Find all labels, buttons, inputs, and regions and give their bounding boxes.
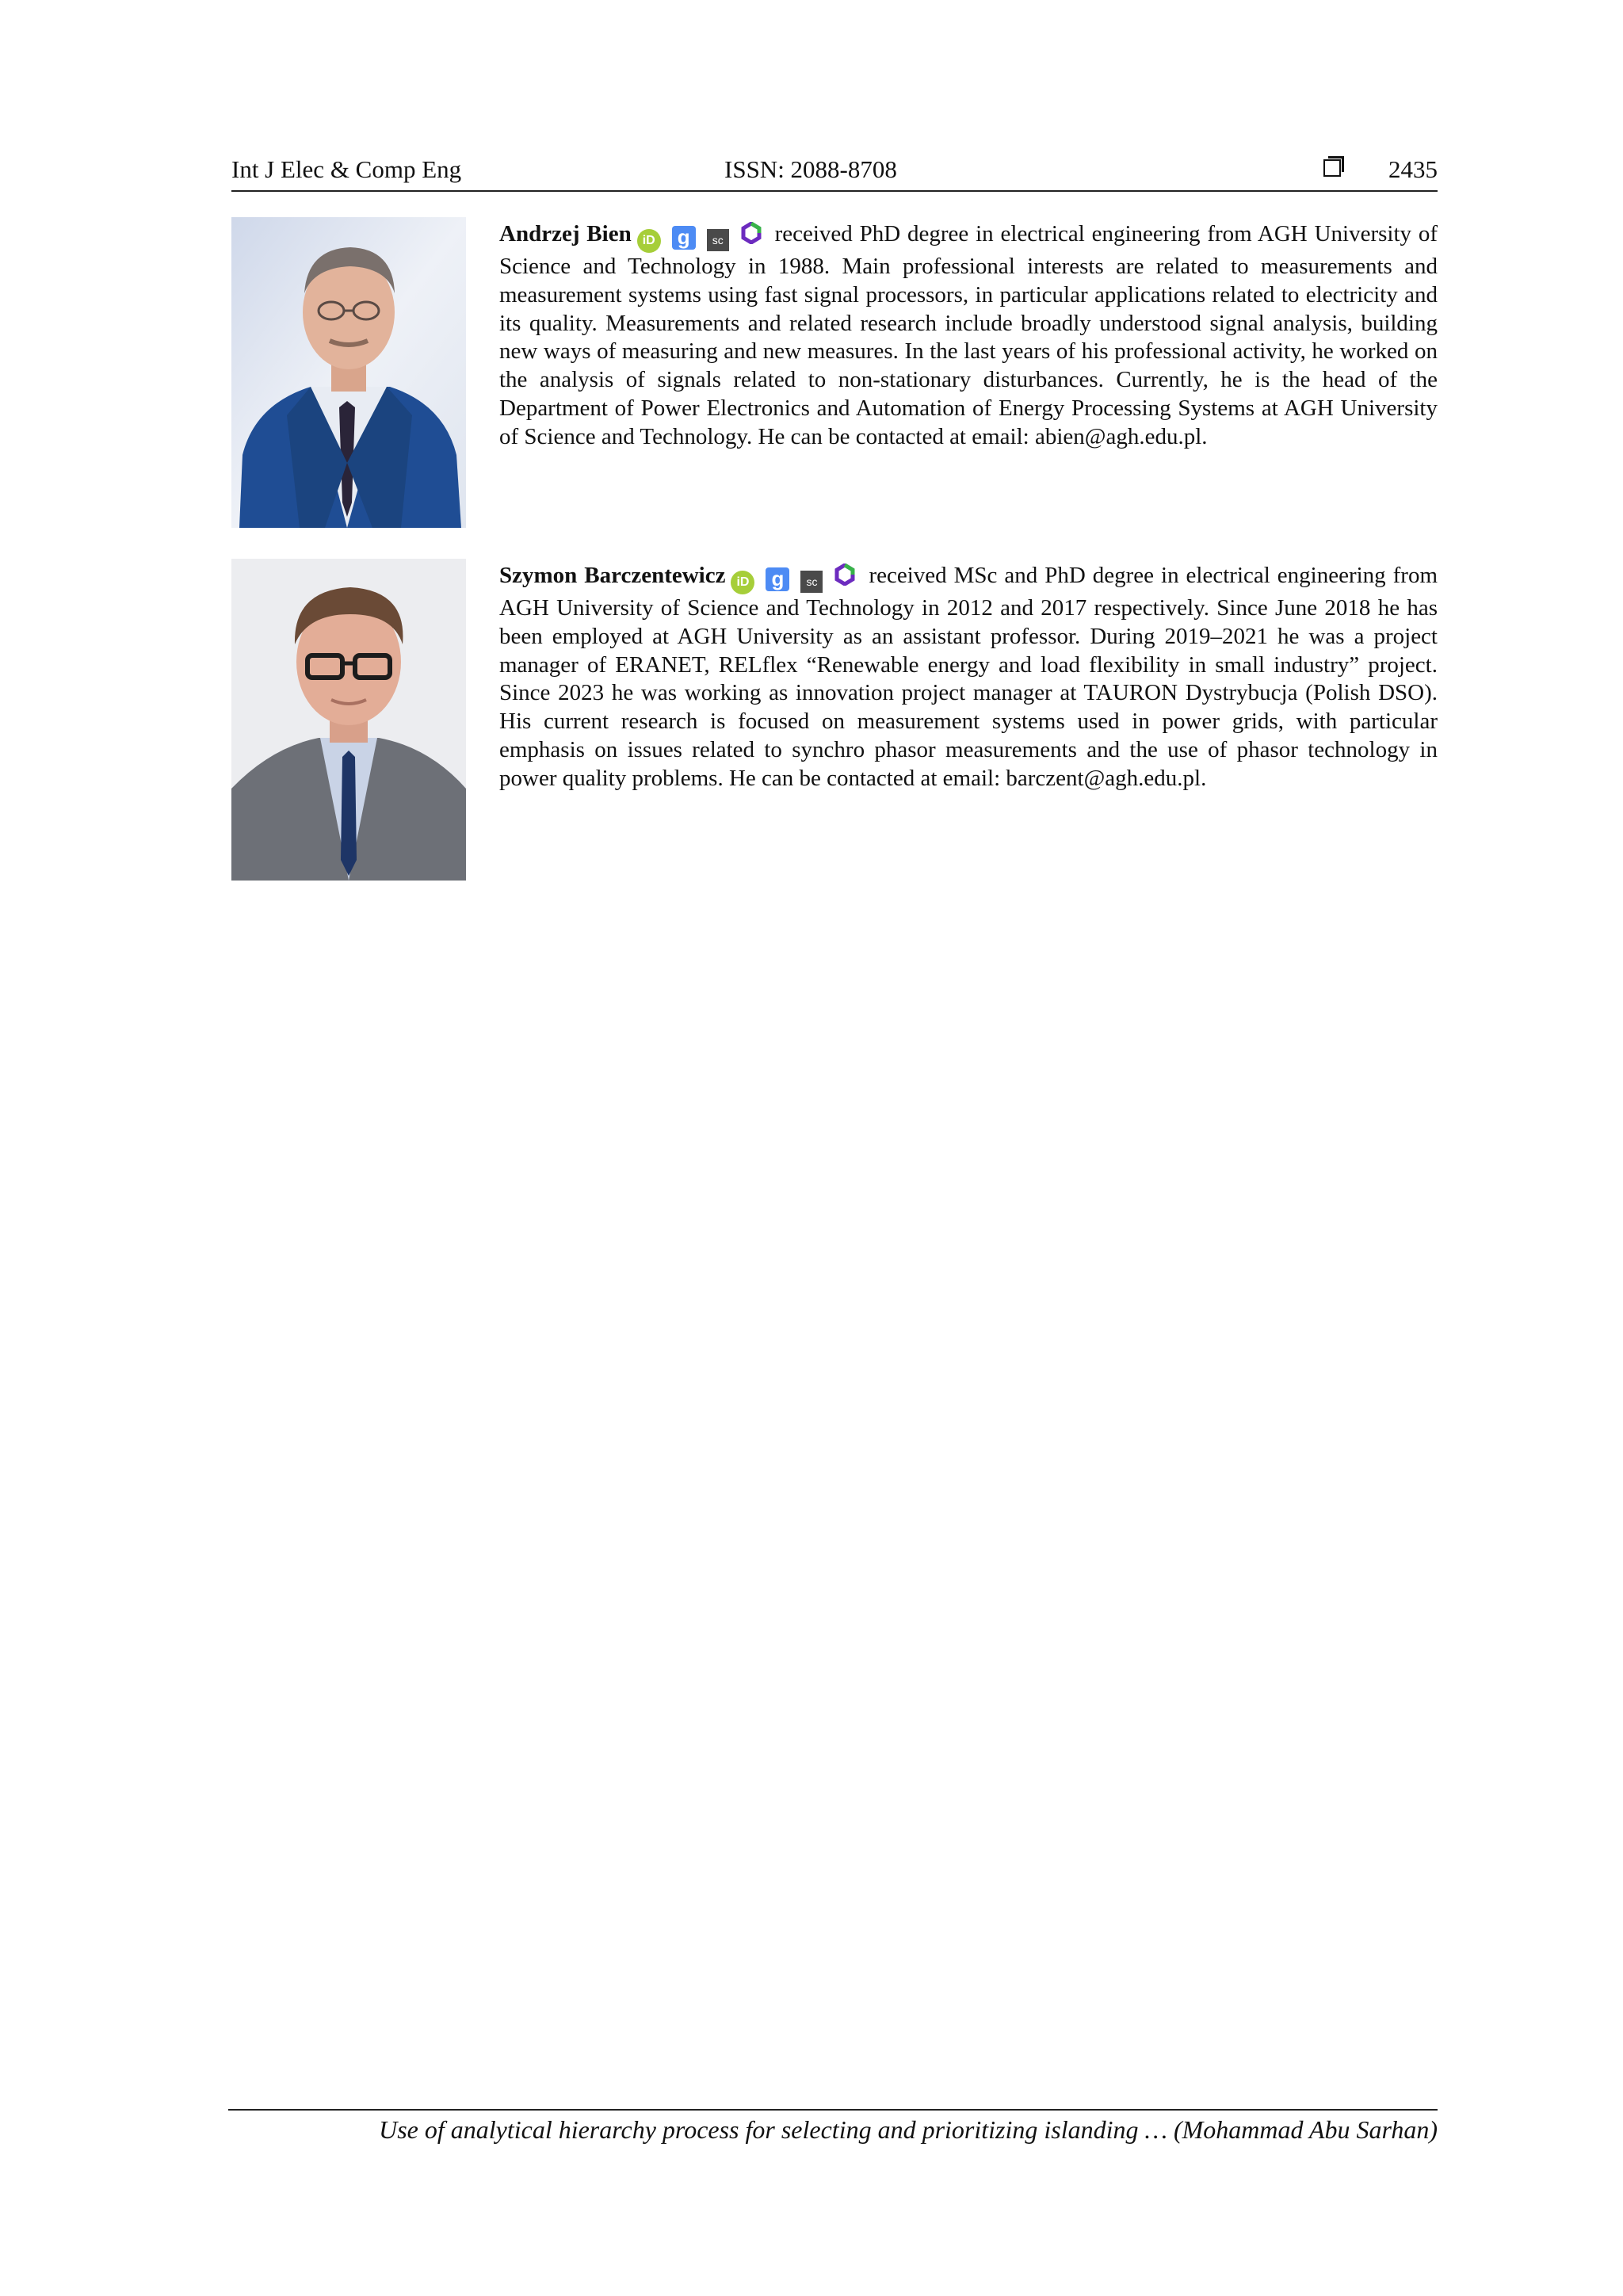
page-footer [228, 2109, 1438, 2145]
square-bullet-icon [1323, 159, 1341, 177]
page-header [231, 155, 1438, 192]
google-scholar-icon[interactable]: g [766, 567, 789, 591]
orcid-icon[interactable]: iD [731, 571, 754, 594]
author-name: Szymon Barczentewicz [499, 563, 726, 588]
web-of-science-icon[interactable] [740, 222, 762, 244]
author-name: Andrzej Bien [499, 221, 632, 246]
page-number: 2435 [1388, 155, 1438, 183]
bio-text [499, 220, 1438, 452]
author-photo [231, 217, 466, 528]
scopus-icon[interactable]: sc [800, 571, 823, 593]
web-of-science-icon[interactable] [834, 563, 856, 586]
issn: ISSN: 2088-8708 [724, 155, 897, 183]
google-scholar-icon[interactable]: g [672, 226, 696, 250]
journal-name: Int J Elec & Comp Eng [231, 155, 462, 183]
bio-text [499, 562, 1438, 793]
orcid-icon[interactable]: iD [637, 229, 661, 253]
bio-body: received MSc and PhD degree in electrical engineering from AGH University of Science and Technology in 2012 and 2017 respectively. Since June 2018 he has been employed at AGH University as an assistant professor. During 2019–2021 he was a project manager of ERANET, RELflex “Renewable energy and load flexibility in small industry” project. Since 2023 he was working as innovation project manager at TAURON Dystrybucja (Polish DSO). His current research is focused on measurement systems used in power grids, with particular emphasis on issues related to synchro phasor measurements and the use of phasor technology in power quality problems. He can be contacted at email: barczent@agh.edu.pl. [499, 563, 1438, 791]
running-footer-title: Use of analytical hierarchy process for selecting and prioritizing islanding … (Mohammad Abu Sarhan) [379, 2115, 1438, 2144]
author-photo [231, 559, 466, 881]
scopus-icon[interactable]: sc [707, 229, 729, 251]
bio-body: received PhD degree in electrical engineering from AGH University of Science and Technology in 1988. Main professional interests are related to measurements and measurement systems using fast signal processors, in particular applications related to electricity and its quality. Measurements and related research include broadly understood signal analysis, building new ways of measuring and new measures. In the last years of his professional activity, he worked on the analysis of signals related to non-stationary disturbances. Currently, he is the head of the Department of Power Electronics and Automation of Energy Processing Systems at AGH University of Science and Technology. He can be contacted at email: abien@agh.edu.pl. [499, 221, 1438, 449]
